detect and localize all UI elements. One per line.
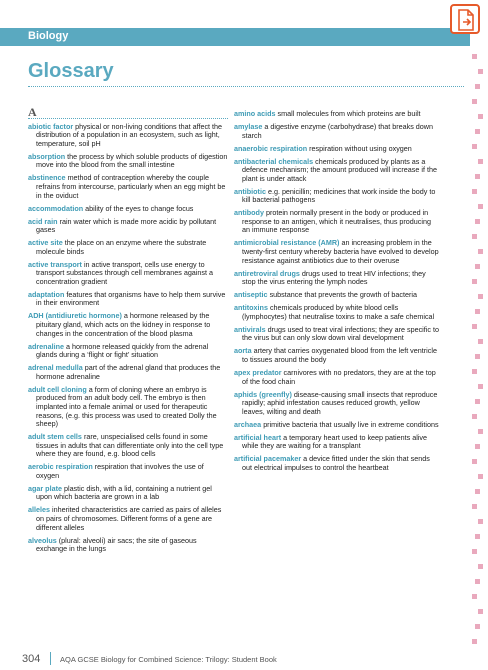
edge-mark [478,564,483,569]
glossary-entry [234,270,440,287]
edge-mark [472,189,477,194]
glossary-term: active site [28,238,63,248]
glossary-entry [234,123,440,140]
glossary-term: amylase [234,121,263,131]
edge-mark [478,294,483,299]
glossary-term: antibiotic [234,186,266,196]
glossary-term: adult stem cells [28,432,82,442]
glossary-definition: a form of cloning where an embryo is produced from an adult body cell. The embryo is then implanted into a female animal or used for therapeutic reasons, (e.g. this process was used to created Dolly the sheep) [36,384,217,429]
glossary-entry [234,434,440,451]
glossary-definition: method of contraception whereby the couple refrains from intercourse, particularly when an egg might be in the oviduct [36,173,226,200]
glossary-entry [234,369,440,386]
glossary-column-left [28,105,228,558]
edge-mark [472,324,477,329]
glossary-term: aphids (greenfly) [234,389,292,399]
title-divider [28,86,464,87]
glossary-entry [28,312,228,338]
edge-mark [472,279,477,284]
glossary-term: aorta [234,346,252,356]
glossary-definition: a hormone released quickly from the adrenal glands during a ‘flight or fight’ situation [36,341,209,360]
glossary-term: artificial pacemaker [234,454,302,464]
page-footer [0,651,470,670]
glossary-definition: respiration that involves the use of oxygen [36,462,204,480]
pdf-export-icon[interactable] [450,4,480,34]
edge-mark [472,99,477,104]
glossary-definition: the place on an enzyme where the substrate molecule binds [36,238,207,256]
glossary-entry [234,391,440,417]
glossary-definition: disease-causing small insects that reproduce rapidly; aphid infestation causes reduced growth, yellow leaves, wilting and death [242,389,438,416]
glossary-entry [28,386,228,429]
edge-mark [472,594,477,599]
glossary-definition: features that organisms have to help them survive in their environment [36,289,226,308]
page-title: Glossary [28,60,114,82]
glossary-term: abiotic factor [28,121,74,131]
glossary-definition: drugs used to treat HIV infections; they stop the virus entering the lymph nodes [242,268,426,287]
subject-label: Biology [28,30,69,42]
edge-mark [475,354,480,359]
glossary-entry [28,433,228,459]
glossary-definition: protein normally present in the body or produced in response to an antigen, which it neutralises, thus producing an immune response [242,208,431,235]
edge-mark [472,459,477,464]
edge-mark [472,549,477,554]
edge-mark [472,639,477,644]
glossary-definition: inherited characteristics are carried as pairs of alleles on pairs of chromosomes. Different forms of a gene are different alleles [36,505,222,532]
glossary-definition: substance that prevents the growth of bacteria [269,290,417,300]
glossary-definition: rain water which is made more acidic by pollutant gases [36,216,217,235]
glossary-term: absorption [28,151,66,161]
edge-mark [478,69,483,74]
book-title: AQA GCSE Biology for Combined Science: Trilogy: Student Book [60,655,277,664]
glossary-entry [28,364,228,381]
edge-mark [475,444,480,449]
glossary-term: adrenal medulla [28,363,83,373]
edge-mark [475,579,480,584]
glossary-term: accommodation [28,203,84,213]
glossary-term: adrenaline [28,341,64,351]
glossary-definition: the process by which soluble products of digestion move into the blood from the small intestine [36,151,228,170]
section-letter: A [28,105,37,119]
glossary-entry [234,110,440,119]
glossary-definition: carnivores with no predators, they are at the top of the food chain [242,367,436,386]
glossary-definition: in active transport, cells use energy to transport substances through cell membranes against a concentration gradient [36,259,213,286]
glossary-entry [28,239,228,256]
section-divider [28,118,228,119]
glossary-entry [28,123,228,149]
glossary-term: antiseptic [234,290,268,300]
glossary-term: antibacterial chemicals [234,156,314,166]
glossary-entry [28,343,228,360]
subject-header-bar [0,28,470,46]
glossary-definition: primitive bacteria that usually live in extreme conditions [263,419,439,429]
edge-mark [475,489,480,494]
glossary-entry [28,261,228,287]
edge-mark [475,84,480,89]
edge-mark [478,429,483,434]
glossary-term: antiretroviral drugs [234,268,300,278]
glossary-entry [28,537,228,554]
edge-mark [475,534,480,539]
glossary-entry [28,506,228,532]
glossary-term: abstinence [28,173,66,183]
edge-mark [475,309,480,314]
glossary-definition: chemicals produced by plants as a defence mechanism; the amount produced will increase if the plant is under attack [242,156,437,183]
edge-mark [478,384,483,389]
glossary-entry [234,421,440,430]
edge-mark [475,174,480,179]
glossary-entry [234,188,440,205]
glossary-term: adaptation [28,289,65,299]
footer-divider [50,652,51,665]
glossary-term: anaerobic respiration [234,143,308,153]
glossary-term: acid rain [28,216,58,226]
edge-mark [478,519,483,524]
glossary-definition: drugs used to treat viral infections; they are specific to the virus but can only slow down viral development [242,324,439,343]
edge-mark [478,339,483,344]
glossary-term: apex predator [234,367,282,377]
glossary-definition: small molecules from which proteins are built [277,109,421,118]
glossary-definition: e.g. penicillin; medicines that work inside the body to kill bacterial pathogens [242,186,436,205]
glossary-entry [234,326,440,343]
glossary-term: active transport [28,259,82,269]
glossary-entry [28,485,228,502]
glossary-term: archaea [234,419,262,429]
edge-mark [472,369,477,374]
edge-mark [472,54,477,59]
glossary-term: antitoxins [234,303,268,313]
glossary-entry [234,455,440,472]
edge-mark [475,264,480,269]
edge-mark [478,249,483,254]
glossary-term: aerobic respiration [28,462,93,472]
glossary-definition: a digestive enzyme (carbohydrase) that breaks down starch [242,121,433,140]
glossary-definition: an increasing problem in the twenty-first century whereby bacteria have evolved to develop resistance against antibiotics due to their overuse [242,238,439,265]
page-edge-decoration [470,46,488,670]
glossary-definition: physical or non-living conditions that affect the distribution of a population in an ecosystem, such as light, temperature, soil pH [36,121,223,148]
glossary-term: antimicrobial resistance (AMR) [234,238,340,248]
edge-mark [478,609,483,614]
glossary-definition: ability of the eyes to change focus [85,203,194,213]
glossary-term: antibody [234,208,264,218]
glossary-entry [28,218,228,235]
glossary-entry [234,239,440,265]
glossary-term: agar plate [28,483,62,493]
glossary-entry [234,347,440,364]
glossary-term: alleles [28,505,50,515]
glossary-definition: plastic dish, with a lid, containing a nutrient gel upon which bacteria are grown in a lab [36,483,212,502]
glossary-definition: a hormone released by the pituitary gland, which acts on the kidney in response to changes in the concentration of the blood plasma [36,311,211,338]
glossary-entry [234,291,440,300]
glossary-definition: chemicals produced by white blood cells (lymphocytes) that neutralise toxins to make a safe chemical [242,303,435,321]
edge-mark [475,624,480,629]
glossary-term: ADH (antidiuretic hormone) [28,311,122,321]
glossary-entry [234,158,440,184]
glossary-entry [234,209,440,235]
glossary-term: alveolus [28,535,57,545]
glossary-definition: a temporary heart used to keep patients alive while they are waiting for a transplant [242,432,427,451]
glossary-entry [28,174,228,200]
glossary-term: antivirals [234,324,266,334]
glossary-definition: a device fitted under the skin that sends out electrical impulses to control the heartbeat [242,454,430,472]
glossary-term: amino acids [234,109,276,118]
edge-mark [478,204,483,209]
edge-mark [472,234,477,239]
glossary-definition: rare, unspecialised cells found in some tissues in adults that can differentiate only into the cell type where they are found, e.g. blood cells [36,432,224,459]
glossary-definition: part of the adrenal gland that produces the hormone adrenaline [36,363,221,381]
glossary-entry [28,205,228,214]
glossary-term: adult cell cloning [28,384,87,394]
edge-mark [472,504,477,509]
edge-mark [472,414,477,419]
glossary-entry [234,304,440,321]
edge-mark [475,219,480,224]
glossary-column-right [234,110,440,477]
glossary-definition: (plural: alveoli) air sacs; the site of gaseous exchange in the lungs [36,535,197,554]
page-number: 304 [22,653,41,665]
edge-mark [475,399,480,404]
edge-mark [475,129,480,134]
glossary-term: artificial heart [234,432,282,442]
glossary-entry [28,463,228,480]
glossary-definition: artery that carries oxygenated blood from the left ventricle to tissues around the body [242,346,437,364]
glossary-definition: respiration without using oxygen [309,143,412,153]
edge-mark [478,474,483,479]
glossary-entry [28,153,228,170]
edge-mark [478,159,483,164]
glossary-entry [234,145,440,154]
glossary-entry [28,291,228,308]
edge-mark [472,144,477,149]
edge-mark [478,114,483,119]
